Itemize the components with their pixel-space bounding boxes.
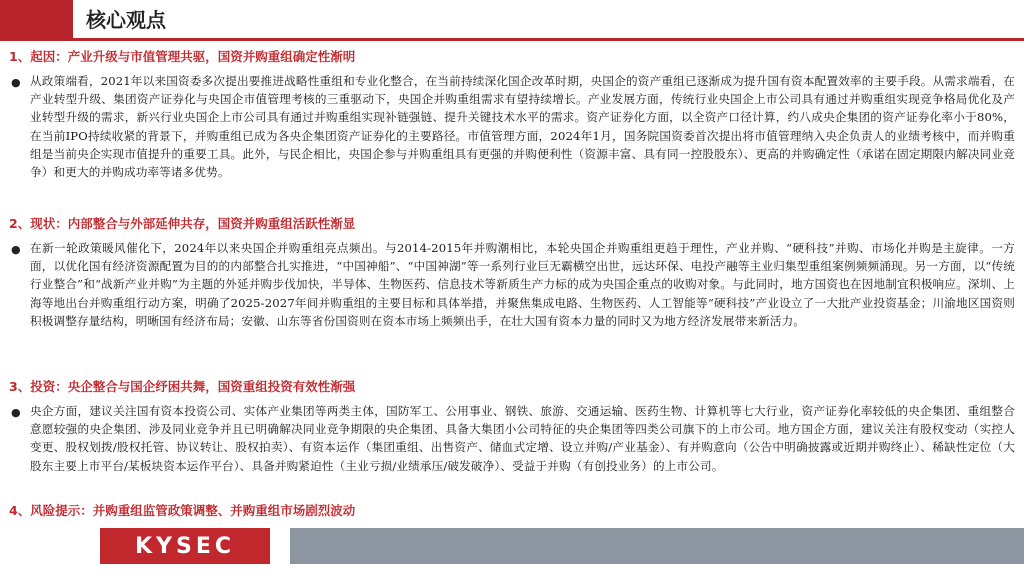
- kysec-logo: [100, 528, 270, 564]
- bullet-dot-icon: ●: [11, 406, 21, 419]
- page-title: 核心观点: [86, 8, 166, 32]
- title-accent-block: [0, 0, 73, 38]
- logo-text: KYSEC: [135, 533, 235, 559]
- section-2-paragraph: 在新一轮政策暖风催化下，2024年以来央国企并购重组亮点频出。与2014-2015年并购潮相比，本轮央国企并购重组更趋于理性，产业并购、“硬科技”并购、市场化并购是主旋律。一方面，以优化国有经济资源配置为目的的内部整合扎实推进，“中国神船”、“中国神湖”等一系列行业巨无霸横空出世，远达环保、电投产融等主业归集型重组案例频频涌现。另一方面，以“传统行业整合”和“战新产业并购”为主题的外延并购步伐加快，半导体、生物医药、信息技术等新质生产力标的成为央国企重点的收购对象。与此同时，地方国资也在因地制宜积极响应。深圳、上海等地出台并购重组行动方案，明确了2025-2027年间并购重组的主要目标和具体举措，并聚焦集成电路、生物医药、人工智能等“硬科技”产业设立了一大批产业投资基金；川渝地区国资则积极调整存量结构，明晰国有经济布局；安徽、山东等省份国资则在资本市场上频频出手，在壮大国有资本力量的同时又为地方经济发展带来新活力。: [30, 241, 1015, 328]
- section-1-heading: 1、起因：产业升级与市值管理共驱，国资并购重组确定性渐明: [9, 49, 356, 64]
- section-3-heading: 3、投资：央企整合与国企纾困共舞，国资重组投资有效性渐强: [9, 379, 356, 394]
- section-2-heading: 2、现状：内部整合与外部延伸共存，国资并购重组活跃性渐显: [9, 216, 356, 231]
- footer-bar: [290, 528, 1024, 564]
- title-divider: [0, 38, 1024, 41]
- section-1-paragraph: 从政策端看，2021年以来国资委多次提出要推进战略性重组和专业化整合，在当前持续深化国企改革时期，央国企的资产重组已逐渐成为提升国有资本配置效率的主要手段。从需求端看，在产业转型升级、集团资产证券化与央国企市值管理考核的三重驱动下，央国企并购重组需求有望持续增长。产业发展方面，传统行业央国企上市公司具有通过并购重组实现竞争格局优化及产业转型升级的需求，新兴行业央国企上市公司具有通过并购重组实现补链强链、提升关键技术水平的需求。资产证券化方面，以全资产口径计算，约八成央企集团的资产证券化率小于80%，在当前IPO持续收紧的背景下，并购重组已成为各央企集团资产证券化的主要路径。市值管理方面，2024年1月，国务院国资委首次提出将市值管理纳入央企负责人的业绩考核中，而并购重组是当前央企实现市值提升的重要工具。此外，与民企相比，央国企参与并购重组具有更强的并购便利性（资源丰富、具有同一控股股东）、更高的并购确定性（承诺在固定期限内解决同业竞争）和更大的并购成功率等诸多优势。: [30, 74, 1015, 180]
- section-4-heading: 4、风险提示：并购重组监管政策调整、并购重组市场剧烈波动: [9, 503, 356, 518]
- bullet-dot-icon: ●: [11, 243, 21, 256]
- bullet-dot-icon: ●: [11, 76, 21, 89]
- section-3-paragraph: 央企方面，建议关注国有资本投资公司、实体产业集团等两类主体，国防军工、公用事业、钢铁、旅游、交通运输、医药生物、计算机等七大行业，资产证券化率较低的央企集团、重组整合意愿较强的央企集团、涉及同业竞争并且已明确解决同业竞争期限的央企集团、具备大集团小公司特征的央企集团等四类公司旗下的上市公司。地方国企方面，建议关注有股权变动（实控人变更、股权划拨/股权托管、协议转让、股权拍卖）、有资本运作（集团重组、出售资产、储血式定增、设立并购/产业基金）、有并购意向（公告中明确披露或近期并购终止）、稀缺性定位（大股东主要上市平台/某板块资本运作平台）、具备并购紧迫性（主业亏损/业绩承压/破发破净）、受益于并购（有创投业务）的上市公司。: [30, 404, 1015, 473]
